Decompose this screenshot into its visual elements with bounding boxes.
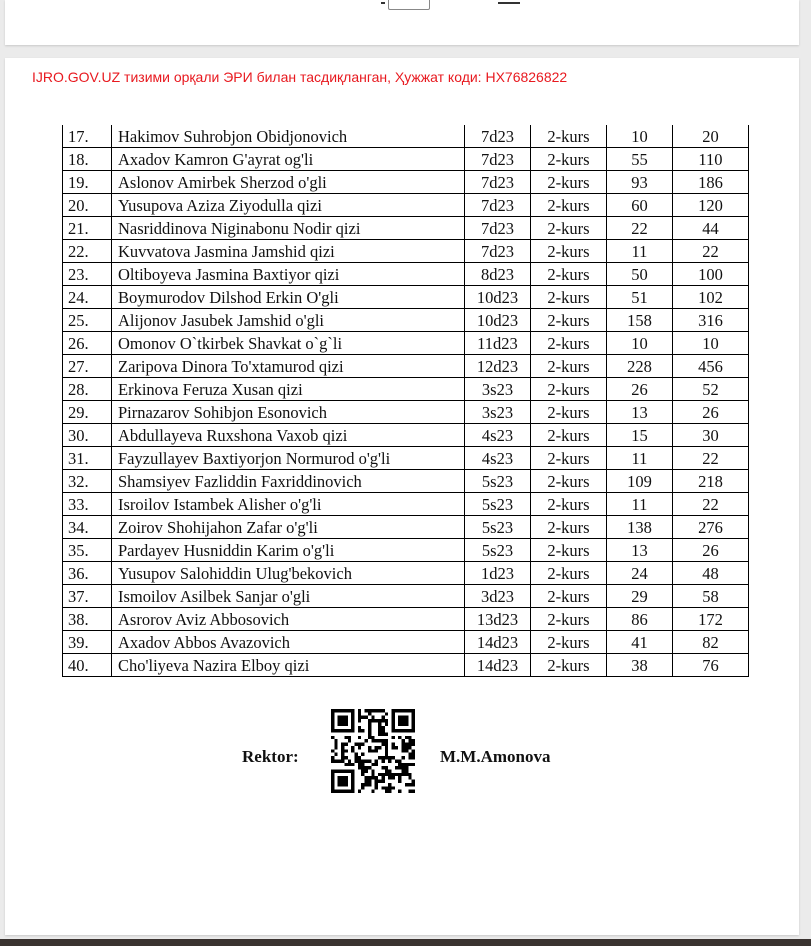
student-name: Erkinova Feruza Xusan qizi (112, 378, 465, 401)
row-number: 24. (63, 286, 112, 309)
student-table (62, 125, 749, 677)
group-code: 4s23 (465, 424, 531, 447)
row-number: 30. (63, 424, 112, 447)
value-a: 109 (607, 470, 673, 493)
table-row (63, 493, 749, 516)
value-a: 50 (607, 263, 673, 286)
row-number: 29. (63, 401, 112, 424)
value-a: 11 (607, 493, 673, 516)
group-code: 8d23 (465, 263, 531, 286)
signature-block (5, 706, 799, 796)
previous-page-fragment (381, 0, 385, 4)
value-a: 93 (607, 171, 673, 194)
group-code: 11d23 (465, 332, 531, 355)
row-number: 20. (63, 194, 112, 217)
group-code: 14d23 (465, 631, 531, 654)
value-b: 58 (673, 585, 749, 608)
group-code: 7d23 (465, 148, 531, 171)
value-a: 51 (607, 286, 673, 309)
value-a: 24 (607, 562, 673, 585)
course-year: 2-kurs (531, 217, 607, 240)
table-row (63, 562, 749, 585)
row-number: 21. (63, 217, 112, 240)
row-number: 38. (63, 608, 112, 631)
student-name: Aslonov Amirbek Sherzod o'gli (112, 171, 465, 194)
student-name: Kuvvatova Jasmina Jamshid qizi (112, 240, 465, 263)
value-a: 228 (607, 355, 673, 378)
student-name: Fayzullayev Baxtiyorjon Normurod o'g'li (112, 447, 465, 470)
value-b: 218 (673, 470, 749, 493)
previous-page (5, 0, 799, 45)
student-name: Oltiboyeva Jasmina Baxtiyor qizi (112, 263, 465, 286)
group-code: 7d23 (465, 171, 531, 194)
value-a: 29 (607, 585, 673, 608)
course-year: 2-kurs (531, 585, 607, 608)
student-name: Pardayev Husniddin Karim o'g'li (112, 539, 465, 562)
value-b: 456 (673, 355, 749, 378)
group-code: 4s23 (465, 447, 531, 470)
course-year: 2-kurs (531, 539, 607, 562)
course-year: 2-kurs (531, 470, 607, 493)
value-b: 26 (673, 539, 749, 562)
value-b: 120 (673, 194, 749, 217)
group-code: 5s23 (465, 539, 531, 562)
row-number: 22. (63, 240, 112, 263)
course-year: 2-kurs (531, 608, 607, 631)
value-b: 316 (673, 309, 749, 332)
value-b: 82 (673, 631, 749, 654)
previous-page-fragment (498, 0, 520, 4)
student-name: Isroilov Istambek Alisher o'g'li (112, 493, 465, 516)
value-a: 15 (607, 424, 673, 447)
course-year: 2-kurs (531, 355, 607, 378)
e-signature-stamp: IJRO.GOV.UZ тизими орқали ЭРИ билан тасдиқланган, Ҳужжат коди: HX76826822 (32, 69, 568, 85)
value-a: 86 (607, 608, 673, 631)
student-name: Asrorov Aviz Abbosovich (112, 608, 465, 631)
row-number: 25. (63, 309, 112, 332)
student-name: Yusupova Aziza Ziyodulla qizi (112, 194, 465, 217)
table-row (63, 309, 749, 332)
value-a: 158 (607, 309, 673, 332)
course-year: 2-kurs (531, 148, 607, 171)
row-number: 34. (63, 516, 112, 539)
table-row (63, 447, 749, 470)
table-row (63, 516, 749, 539)
value-b: 48 (673, 562, 749, 585)
value-a: 138 (607, 516, 673, 539)
course-year: 2-kurs (531, 309, 607, 332)
row-number: 19. (63, 171, 112, 194)
row-number: 32. (63, 470, 112, 493)
value-a: 26 (607, 378, 673, 401)
group-code: 13d23 (465, 608, 531, 631)
table-row (63, 355, 749, 378)
course-year: 2-kurs (531, 263, 607, 286)
value-b: 276 (673, 516, 749, 539)
group-code: 3d23 (465, 585, 531, 608)
table-row (63, 654, 749, 677)
group-code: 1d23 (465, 562, 531, 585)
course-year: 2-kurs (531, 401, 607, 424)
course-year: 2-kurs (531, 493, 607, 516)
table-row (63, 217, 749, 240)
student-name: Shamsiyev Fazliddin Faxriddinovich (112, 470, 465, 493)
value-b: 20 (673, 125, 749, 148)
course-year: 2-kurs (531, 194, 607, 217)
row-number: 28. (63, 378, 112, 401)
table-row (63, 608, 749, 631)
row-number: 31. (63, 447, 112, 470)
value-b: 22 (673, 447, 749, 470)
student-name: Omonov O`tkirbek Shavkat o`g`li (112, 332, 465, 355)
value-b: 22 (673, 240, 749, 263)
student-name: Hakimov Suhrobjon Obidjonovich (112, 125, 465, 148)
table-row (63, 424, 749, 447)
value-a: 10 (607, 332, 673, 355)
student-name: Boymurodov Dilshod Erkin O'gli (112, 286, 465, 309)
course-year: 2-kurs (531, 332, 607, 355)
value-b: 172 (673, 608, 749, 631)
course-year: 2-kurs (531, 447, 607, 470)
signature-label: Rektor: (242, 747, 299, 766)
table-row (63, 240, 749, 263)
table-row (63, 263, 749, 286)
value-a: 41 (607, 631, 673, 654)
table-row (63, 631, 749, 654)
student-name: Cho'liyeva Nazira Elboy qizi (112, 654, 465, 677)
row-number: 33. (63, 493, 112, 516)
qr-code-icon (331, 709, 415, 793)
group-code: 7d23 (465, 194, 531, 217)
row-number: 40. (63, 654, 112, 677)
student-name: Axadov Abbos Avazovich (112, 631, 465, 654)
value-a: 13 (607, 539, 673, 562)
row-number: 35. (63, 539, 112, 562)
course-year: 2-kurs (531, 378, 607, 401)
table-row (63, 125, 749, 148)
value-b: 22 (673, 493, 749, 516)
student-name: Ismoilov Asilbek Sanjar o'gli (112, 585, 465, 608)
value-b: 26 (673, 401, 749, 424)
table-row (63, 171, 749, 194)
value-b: 10 (673, 332, 749, 355)
value-b: 52 (673, 378, 749, 401)
table-row (63, 194, 749, 217)
student-name: Zoirov Shohijahon Zafar o'g'li (112, 516, 465, 539)
group-code: 10d23 (465, 309, 531, 332)
group-code: 3s23 (465, 401, 531, 424)
value-a: 13 (607, 401, 673, 424)
group-code: 3s23 (465, 378, 531, 401)
row-number: 23. (63, 263, 112, 286)
value-a: 22 (607, 217, 673, 240)
row-number: 18. (63, 148, 112, 171)
table-row (63, 585, 749, 608)
row-number: 27. (63, 355, 112, 378)
student-name: Nasriddinova Niginabonu Nodir qizi (112, 217, 465, 240)
row-number: 39. (63, 631, 112, 654)
value-a: 55 (607, 148, 673, 171)
table-row (63, 332, 749, 355)
row-number: 36. (63, 562, 112, 585)
group-code: 14d23 (465, 654, 531, 677)
value-a: 60 (607, 194, 673, 217)
previous-page-field (388, 0, 430, 10)
value-b: 102 (673, 286, 749, 309)
course-year: 2-kurs (531, 631, 607, 654)
student-name: Zaripova Dinora To'xtamurod qizi (112, 355, 465, 378)
value-b: 186 (673, 171, 749, 194)
course-year: 2-kurs (531, 516, 607, 539)
document-page (5, 58, 799, 935)
course-year: 2-kurs (531, 125, 607, 148)
value-b: 100 (673, 263, 749, 286)
student-name: Pirnazarov Sohibjon Esonovich (112, 401, 465, 424)
group-code: 5s23 (465, 470, 531, 493)
value-b: 110 (673, 148, 749, 171)
row-number: 26. (63, 332, 112, 355)
value-b: 76 (673, 654, 749, 677)
viewer-bottom-bar (0, 939, 811, 946)
course-year: 2-kurs (531, 171, 607, 194)
course-year: 2-kurs (531, 424, 607, 447)
value-b: 44 (673, 217, 749, 240)
value-a: 11 (607, 240, 673, 263)
student-name: Yusupov Salohiddin Ulug'bekovich (112, 562, 465, 585)
course-year: 2-kurs (531, 286, 607, 309)
student-name: Abdullayeva Ruxshona Vaxob qizi (112, 424, 465, 447)
group-code: 7d23 (465, 217, 531, 240)
group-code: 7d23 (465, 125, 531, 148)
row-number: 17. (63, 125, 112, 148)
student-table-body (63, 125, 749, 677)
value-a: 10 (607, 125, 673, 148)
table-row (63, 378, 749, 401)
table-row (63, 470, 749, 493)
course-year: 2-kurs (531, 562, 607, 585)
row-number: 37. (63, 585, 112, 608)
group-code: 7d23 (465, 240, 531, 263)
value-a: 11 (607, 447, 673, 470)
value-b: 30 (673, 424, 749, 447)
table-row (63, 401, 749, 424)
signatory-name: M.M.Amonova (440, 747, 551, 766)
table-row (63, 286, 749, 309)
student-name: Alijonov Jasubek Jamshid o'gli (112, 309, 465, 332)
group-code: 12d23 (465, 355, 531, 378)
group-code: 5s23 (465, 516, 531, 539)
value-a: 38 (607, 654, 673, 677)
course-year: 2-kurs (531, 240, 607, 263)
group-code: 5s23 (465, 493, 531, 516)
group-code: 10d23 (465, 286, 531, 309)
course-year: 2-kurs (531, 654, 607, 677)
table-row (63, 148, 749, 171)
table-row (63, 539, 749, 562)
student-name: Axadov Kamron G'ayrat og'li (112, 148, 465, 171)
